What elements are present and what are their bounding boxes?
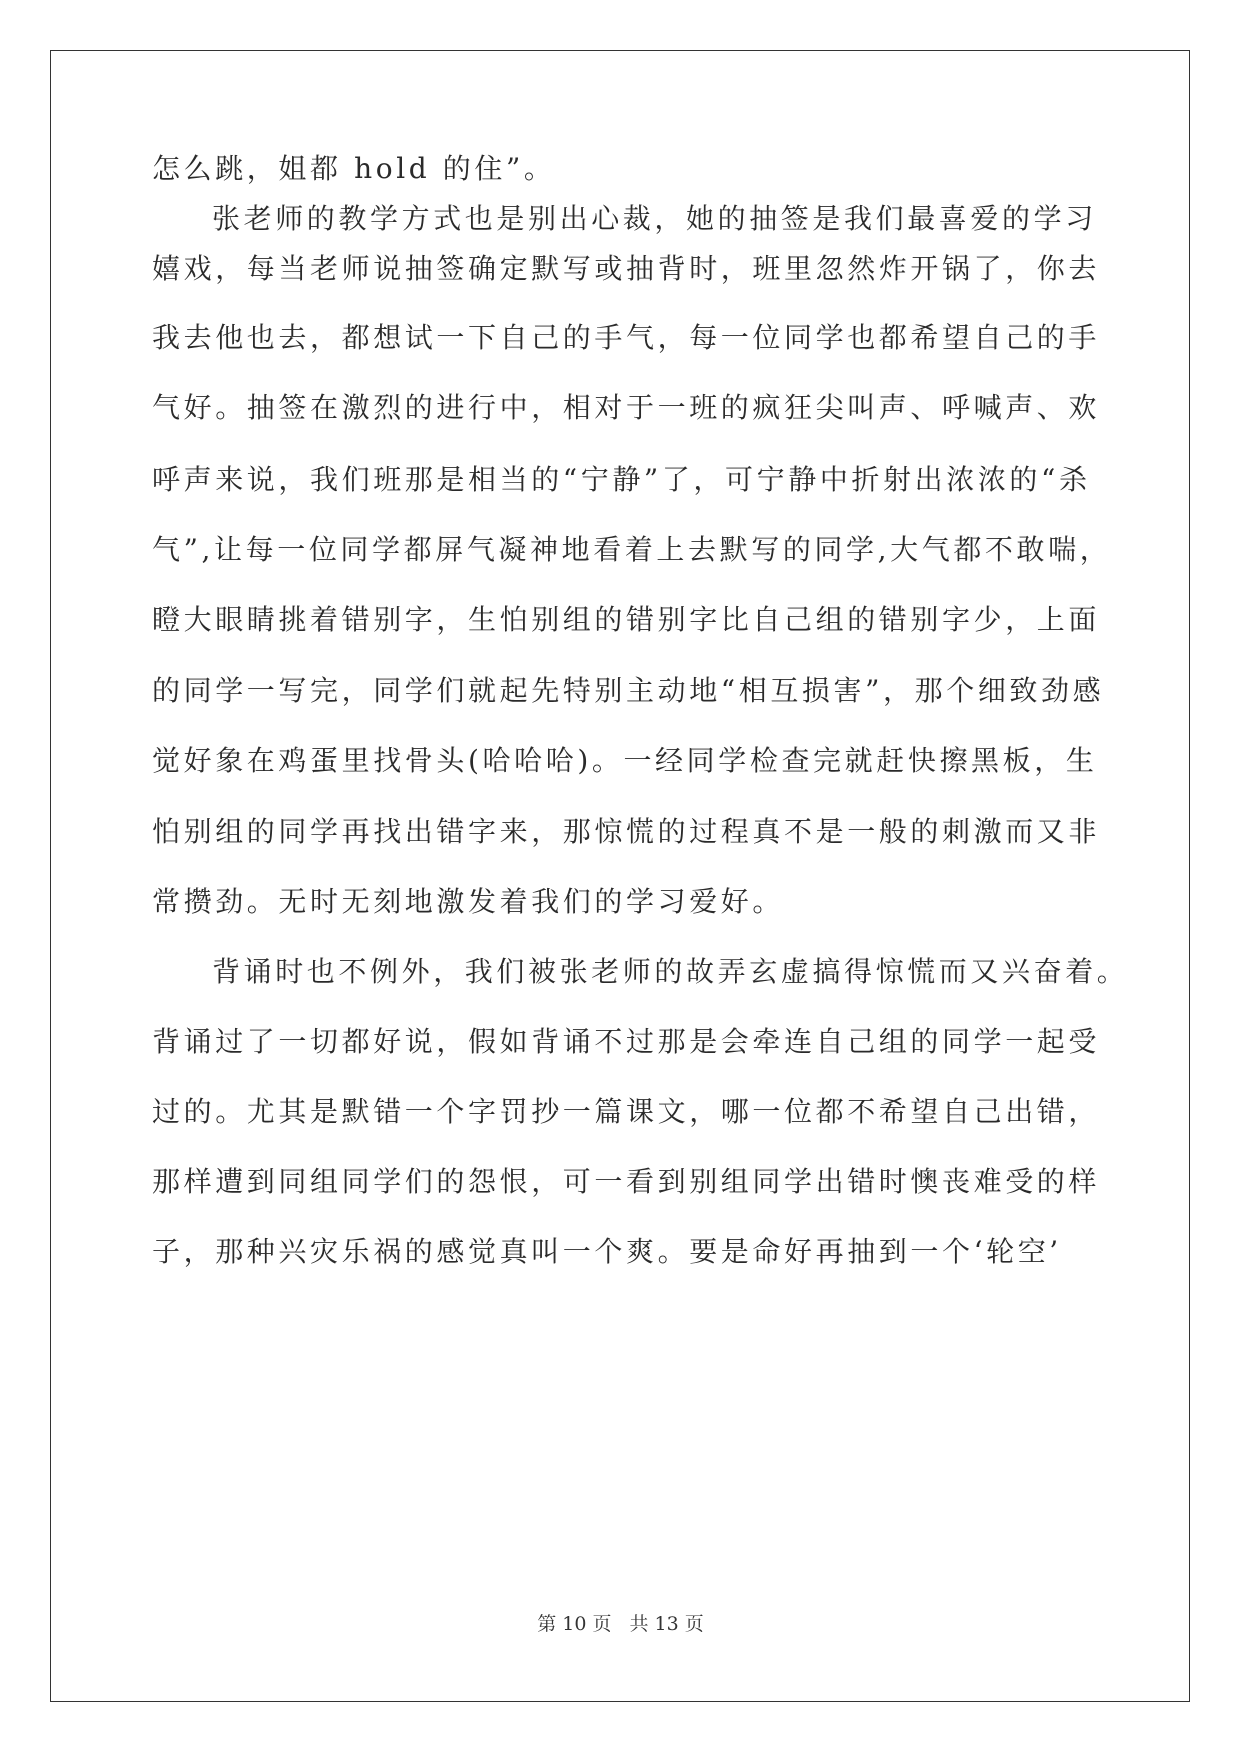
paragraph-line: 气”,让每一位同学都屏气凝神地看着上去默写的同学,大气都不敢喘， [152,533,1112,566]
paragraph-line: 嬉戏，每当老师说抽签确定默写或抽背时，班里忽然炸开锅了，你去 [152,252,1101,285]
paragraph-line: 背诵时也不例外，我们被张老师的故弄玄虚搞得惊慌而又兴奋着。 [212,955,1129,988]
page-footer [0,1612,1241,1636]
paragraph-line: 我去他也去，都想试一下自己的手气，每一位同学也都希望自己的手 [152,321,1101,354]
page-border [50,50,1190,1702]
paragraph-line: 怎么跳，姐都 hold 的住”。 [152,152,556,185]
paragraph-line: 常攒劲。无时无刻地激发着我们的学习爱好。 [152,885,785,918]
paragraph-line: 那样遭到同组同学们的怨恨，可一看到别组同学出错时懊丧难受的样 [152,1165,1101,1198]
paragraph-line: 的同学一写完，同学们就起先特别主动地“相互损害”，那个细致劲感 [152,674,1105,707]
paragraph-line: 气好。抽签在激烈的进行中，相对于一班的疯狂尖叫声、呼喊声、欢 [152,391,1101,424]
page-number: 第 10 页 [537,1613,612,1635]
paragraph-line: 过的。尤其是默错一个字罚抄一篇课文，哪一位都不希望自己出错， [152,1095,1101,1128]
paragraph-line: 背诵过了一切都好说，假如背诵不过那是会牵连自己组的同学一起受 [152,1025,1101,1058]
paragraph-line: 瞪大眼睛挑着错别字，生怕别组的错别字比自己组的错别字少，上面 [152,603,1101,636]
page-total: 共 13 页 [629,1613,704,1635]
paragraph-line: 子，那种兴灾乐祸的感觉真叫一个爽。要是命好再抽到一个‘轮空’ [152,1235,1062,1268]
paragraph-line: 张老师的教学方式也是别出心裁，她的抽签是我们最喜爱的学习 [212,202,1097,235]
paragraph-line: 呼声来说，我们班那是相当的“宁静”了，可宁静中折射出浓浓的“杀 [152,463,1091,496]
paragraph-line: 觉好象在鸡蛋里找骨头(哈哈哈)。一经同学检查完就赶快擦黑板，生 [152,744,1098,777]
paragraph-line: 怕别组的同学再找出错字来，那惊慌的过程真不是一般的刺激而又非 [152,815,1101,848]
